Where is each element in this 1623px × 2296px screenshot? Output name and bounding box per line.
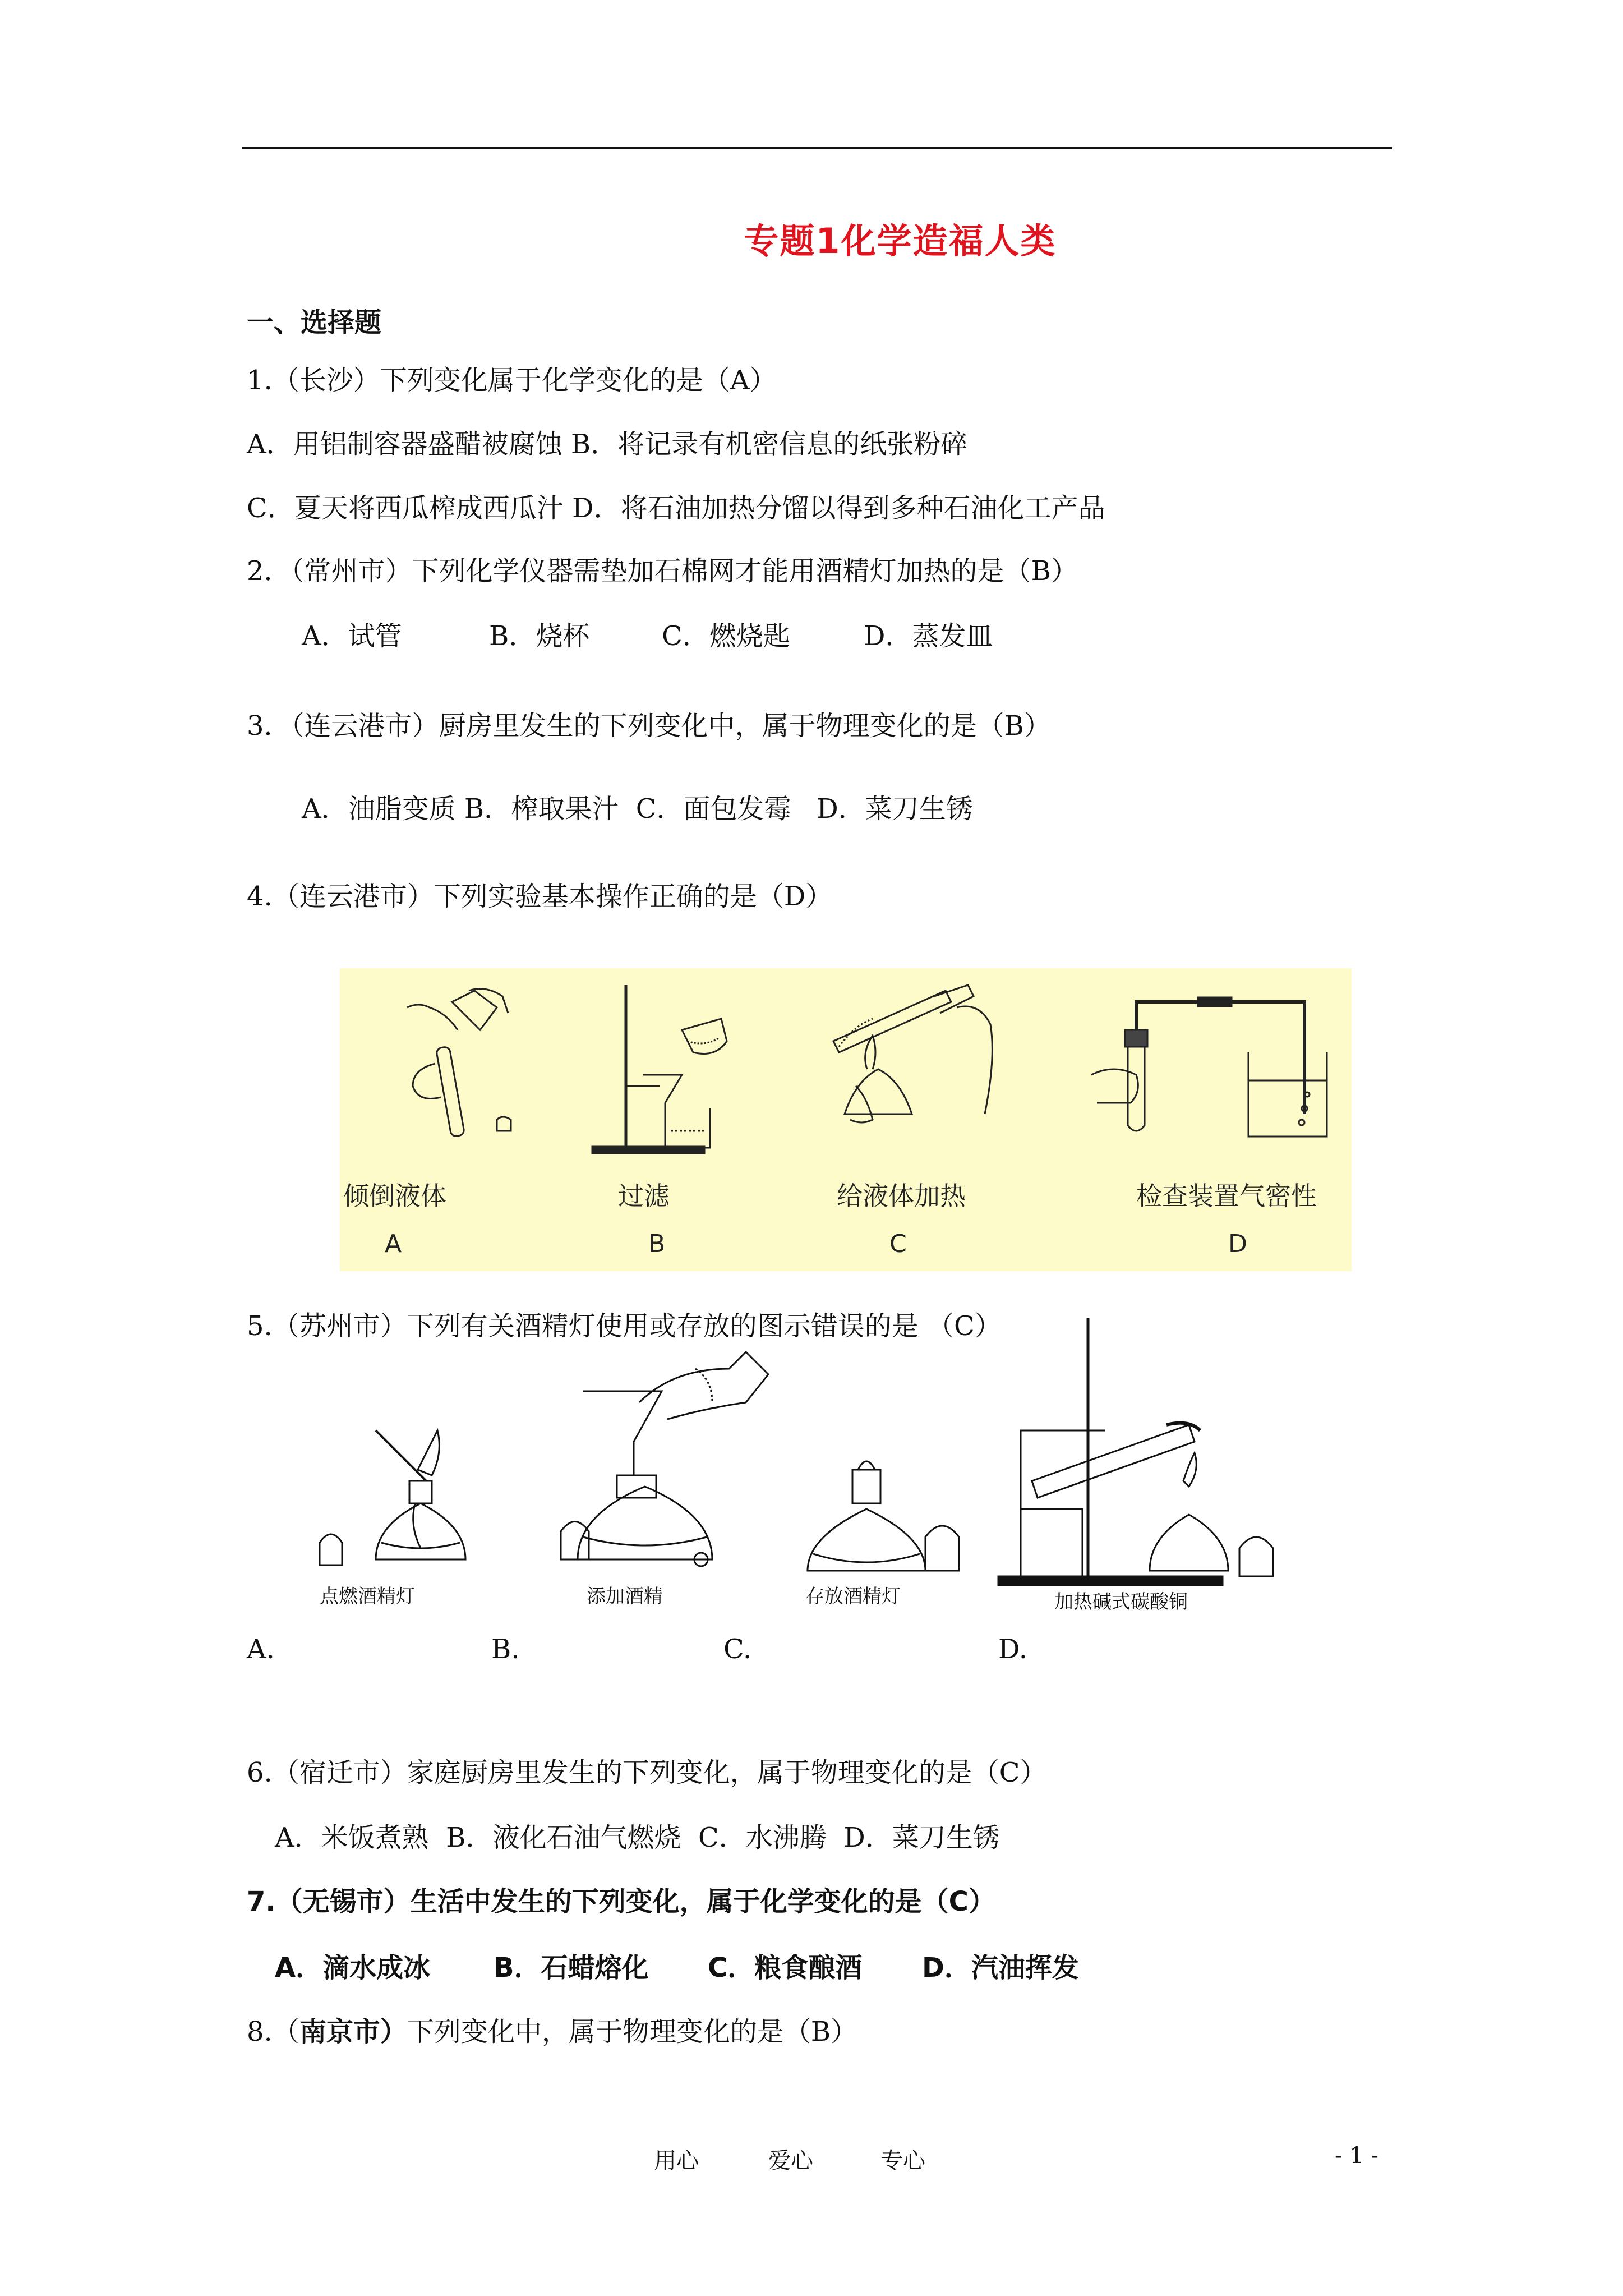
adding-alcohol-illustration (561, 1346, 785, 1593)
figure-5-label-c: 存放酒精灯 (805, 1585, 901, 1608)
question-7-option-d: D．汽油挥发 (922, 1952, 1079, 1984)
question-5-option-d: D. (998, 1634, 1028, 1665)
question-2-option-b: B．烧杯 (489, 620, 590, 652)
header-rule (242, 147, 1392, 149)
question-6-options: A．米饭煮熟 B．液化石油气燃烧 C．水沸腾 D．菜刀生锈 (275, 1822, 1000, 1853)
question-2-option-a: A．试管 (302, 620, 402, 652)
question-3-stem: 3．（连云港市）厨房里发生的下列变化中，属于物理变化的是（B） (247, 710, 1051, 742)
figure-4-label-b: 过滤 (618, 1181, 670, 1211)
question-5-option-c: C. (723, 1634, 752, 1665)
figure-5-label-b: 添加酒精 (587, 1585, 663, 1608)
question-5-option-b: B. (491, 1634, 520, 1665)
question-2-stem: 2．（常州市）下列化学仪器需垫加石棉网才能用酒精灯加热的是（B） (247, 555, 1078, 587)
figure-4-letter-a: A (385, 1230, 402, 1258)
question-1-options-line-2: C．夏天将西瓜榨成西瓜汁 D．将石油加热分馏以得到多种石油化工产品 (247, 493, 1105, 524)
question-8-stem (247, 2014, 857, 2050)
lighting-alcohol-lamp-illustration (314, 1419, 505, 1588)
question-6-stem: 6.（宿迁市）家庭厨房里发生的下列变化，属于物理变化的是（C） (247, 1757, 1047, 1788)
question-2-option-d: D．蒸发皿 (864, 620, 993, 652)
filtration-illustration (587, 979, 744, 1159)
figure-4-letter-c: C (889, 1230, 907, 1258)
question-7-option-a: A．滴水成冰 (275, 1952, 431, 1984)
question-7-option-b: B．石蜡熔化 (494, 1952, 649, 1984)
question-3-options: A．油脂变质 B．榨取果汁 C．面包发霉 D．菜刀生锈 (302, 793, 973, 825)
question-7-option-c: C．粮食酿酒 (708, 1952, 863, 1984)
question-5-stem: 5.（苏州市）下列有关酒精灯使用或存放的图示错误的是 （C） (247, 1310, 1002, 1342)
question-8-source: 南京市） (299, 2016, 407, 2047)
heating-liquid-illustration (822, 974, 1007, 1153)
figure-4-label-a: 倾倒液体 (343, 1181, 446, 1211)
footer-motto-2: 爱心 (768, 2148, 813, 2174)
heating-basic-copper-carbonate-illustration (998, 1313, 1312, 1593)
figure-4-label-c: 给液体加热 (837, 1181, 966, 1211)
question-2-option-c: C．燃烧匙 (662, 620, 790, 652)
figure-4-letter-b: B (648, 1230, 666, 1258)
footer-motto-3: 专心 (880, 2148, 925, 2174)
question-4-figure (340, 968, 1352, 1271)
figure-4-letter-d: D (1228, 1230, 1247, 1258)
question-7-stem: 7.（无锡市）生活中发生的下列变化，属于化学变化的是（C） (247, 1886, 995, 1917)
section-heading: 一、选择题 (247, 307, 382, 338)
question-1-options-line-1: A．用铝制容器盛醋被腐蚀 B．将记录有机密信息的纸张粉碎 (247, 429, 968, 460)
question-1-stem: 1.（长沙）下列变化属于化学变化的是（A） (247, 365, 777, 396)
question-5-option-a: A. (247, 1634, 275, 1665)
page-number: - 1 - (1335, 2143, 1378, 2169)
airtightness-check-illustration (1080, 974, 1338, 1153)
question-8-text: 下列变化中，属于物理变化的是（B） (407, 2016, 858, 2047)
question-4-stem: 4.（连云港市）下列实验基本操作正确的是（D） (247, 881, 833, 912)
question-8-prefix: 8.（ (247, 2016, 299, 2047)
figure-5-label-d: 加热碱式碳酸铜 (1054, 1591, 1188, 1613)
figure-4-label-d: 检查装置气密性 (1136, 1181, 1317, 1211)
footer-motto-1: 用心 (654, 2148, 699, 2174)
figure-5-label-a: 点燃酒精灯 (320, 1585, 415, 1608)
pouring-liquid-illustration (385, 979, 519, 1148)
storing-alcohol-lamp-illustration (796, 1447, 976, 1593)
page-title: 专题1化学造福人类 (744, 220, 1057, 261)
